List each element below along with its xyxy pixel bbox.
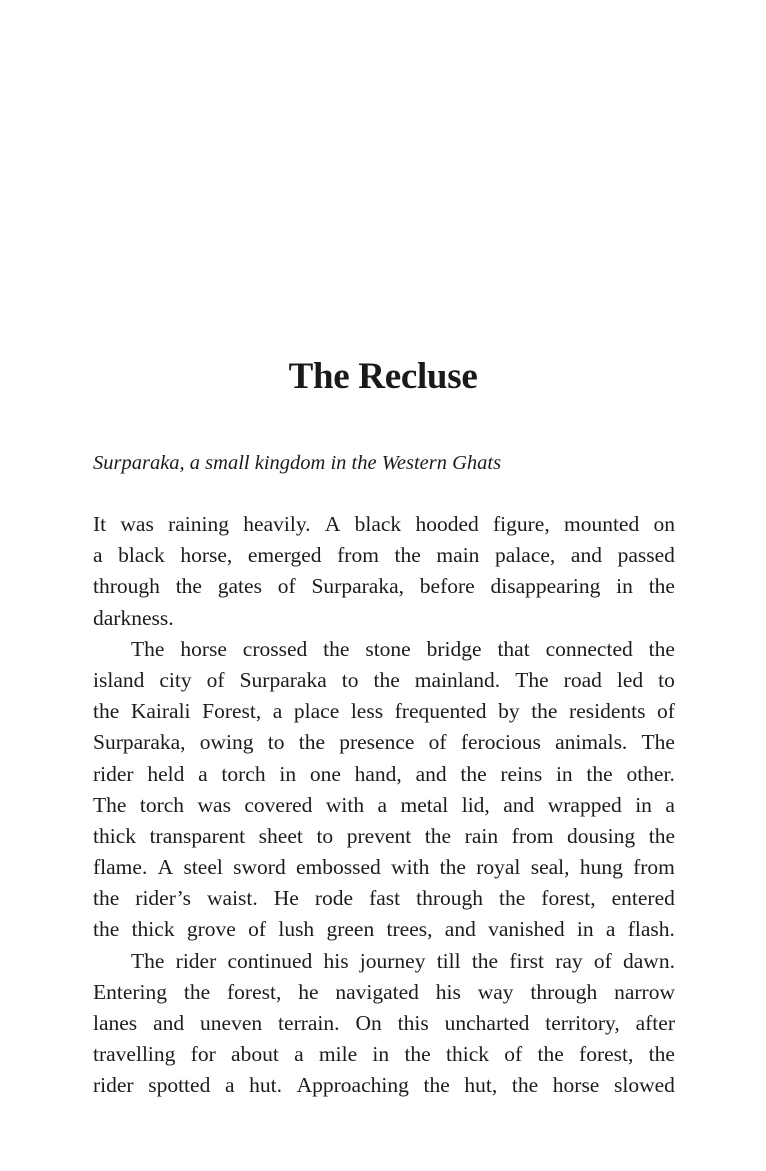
text-line: lanes and uneven terrain. On this uncharted territory, after [93,1011,675,1035]
text-line: The horse crossed the stone bridge that connected the [131,636,675,661]
chapter-title: The Recluse [288,355,478,397]
chapter-body [93,509,675,1102]
text-line: the thick grove of lush green trees, and vanished in a flash. [93,917,675,942]
text-line: island city of Surparaka to the mainland. The road led to [93,667,675,692]
paragraph [93,634,675,946]
paragraph [93,509,675,634]
text-line: The torch was covered with a metal lid, and wrapped in a [93,792,675,817]
text-line: The rider continued his journey till the first ray of dawn. [131,948,675,973]
text-line: darkness. [93,605,174,630]
text-line: rider spotted a hut. Approaching the hut, the horse slowed [93,1073,675,1098]
text-line: the Kairali Forest, a place less frequented by the residents of [93,699,675,724]
text-line: flame. A steel sword embossed with the royal seal, hung from [93,855,675,880]
text-line: rider held a torch in one hand, and the reins in the other. [93,761,675,786]
text-line: through the gates of Surparaka, before disappearing in the [93,574,675,599]
paragraph [93,946,675,1102]
text-line: Entering the forest, he navigated his way through narrow [93,979,675,1004]
text-line: travelling for about a mile in the thick of the forest, the [93,1042,675,1067]
text-line: thick transparent sheet to prevent the rain from dousing the [93,823,675,848]
text-line: It was raining heavily. A black hooded figure, mounted on [93,512,675,536]
chapter-epigraph: Surparaka, a small kingdom in the Western Ghats [93,452,502,474]
text-line: Surparaka, owing to the presence of ferocious animals. The [93,730,675,755]
text-line: the rider’s waist. He rode fast through the forest, entered [93,886,675,911]
text-line: a black horse, emerged from the main palace, and passed [93,543,675,568]
